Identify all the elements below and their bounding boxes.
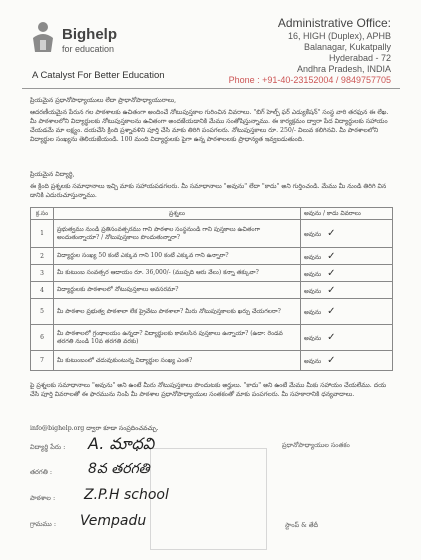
answer-text: అవును	[304, 309, 322, 316]
row-number: 6	[31, 325, 54, 351]
salutation: ప్రియమైన ప్రధానోపాధ్యాయులు లేదా ప్రాధానోపాధ్యాయురాలు,	[30, 97, 177, 104]
checkmark-icon: ✓	[327, 306, 336, 317]
bighelp-logo	[30, 20, 180, 76]
label-class: తరగతి :	[30, 468, 53, 476]
table-row	[31, 248, 393, 265]
row-answer-cell[interactable]	[301, 265, 393, 282]
table-row	[31, 282, 393, 299]
row-answer-cell[interactable]	[301, 299, 393, 325]
answer-text: అవును	[304, 231, 322, 238]
label-school: పాఠశాల :	[30, 494, 56, 502]
row-number: 4	[31, 282, 54, 299]
office-address	[221, 18, 391, 86]
brand-name: Bighelp	[62, 26, 117, 43]
table-row	[31, 351, 393, 371]
row-number: 2	[31, 248, 54, 265]
student-name-field[interactable]: A. మాధవి	[88, 434, 155, 453]
village-field[interactable]: Vempadu	[80, 513, 147, 529]
school-field[interactable]: Z.P.H school	[84, 487, 169, 503]
tagline: A Catalyst For Better Education	[32, 70, 165, 81]
checkmark-icon: ✓	[327, 228, 336, 239]
questionnaire-table	[30, 207, 393, 371]
row-number: 3	[31, 265, 54, 282]
label-village: గ్రామము :	[30, 520, 57, 528]
brand-subtitle: for education	[62, 44, 115, 54]
col-header-answer: అవును / కాదు వివరాలు	[301, 208, 393, 220]
answer-text: అవును	[304, 335, 322, 342]
col-header-question: ప్రశ్నలు	[54, 208, 301, 220]
student-greeting: ప్రియమైన విద్యార్థి,	[30, 171, 75, 178]
office-line: 16, HIGH (Duplex), APHB	[287, 31, 391, 41]
stamp-date-label: స్టాంప్ & తేదీ	[285, 522, 319, 529]
instructions-paragraph: ఈ క్రింది ప్రశ్నలకు సమాధానాలు ఇచ్చి మాకు సహాయపడగలరు. మీ సమాధానాలు "అవును" లేదా "కాదు" అని గుర్తించండి. మేము మీ నుండి తిరిగి వినడానికి ఎదురుచూస్తున్నాము.	[30, 183, 387, 199]
answer-text: అవును	[304, 270, 322, 278]
headmaster-signature-label: ప్రధానోపాధ్యాయుల సంతకం	[282, 442, 350, 449]
answer-text: అవును	[304, 287, 322, 295]
table-header-row	[31, 208, 393, 220]
checkmark-icon: ✓	[327, 250, 336, 262]
office-line: Hyderabad - 72	[328, 53, 391, 63]
row-number: 5	[31, 299, 54, 325]
logo-figure-icon	[30, 20, 56, 54]
class-field[interactable]: 8వ తరగతి	[88, 461, 150, 477]
office-line: Balanagar, Kukatpally	[303, 42, 391, 52]
row-question: మీ పాఠశాల ప్రభుత్వ పాఠశాలా లేక ప్రైవేటు పాఠశాలా? మీరు నోటుపుస్తకాలకు ఖర్చు చేయగలరా?	[54, 299, 301, 325]
row-answer-cell[interactable]	[301, 282, 393, 299]
table-row	[31, 265, 393, 282]
row-question: ప్రభుత్వము నుండి ప్రతిసంవత్సరము గాని పాఠశాల సంస్థనుండి గాని పుస్తకాలు ఉచితంగా అందుతున్నాయా? / నోటుపుస్తకాలు పొందుతున్నారా?	[54, 220, 301, 248]
intro-paragraph: ఆదరణీయమైన పేరున గల పాఠశాలకు ఉచితంగా అందించే నోటుపుస్తకాల గురించిన వివరాలు. "బిగ్ హెల్ప్ ఫర్ ఎడ్యుకేషన్" సంస్థ వారి తరఫున ఈ లేఖ. మీ పాఠశాలలోని విద్యార్థులకు నోటుపుస్తకాలను ఉచితంగా అందజేయడానికి మేము సంతోషిస్తున్నాము. ఈ కార్యక్రమం ద్వారా పేద విద్యార్థులకు సహాయం చేయడమే మా లక్ష్యం. దయచేసి క్రింది ప్రశ్నావళిని పూర్తి చేసి మాకు తిరిగి పంపగలరు. నోటుపుస్తకాలు రూ. 250/- విలువ కలిగినవి. మీ పాఠశాలలోని విద్యార్థుల సంఖ్యను తెలియజేయండి. 100 మంది విద్యార్థులకు పైగా ఉన్న పాఠశాలలకు ప్రాధాన్యత ఇవ్వబడుతుంది.	[30, 109, 389, 143]
office-line: Andhra Pradesh, INDIA	[296, 64, 391, 74]
row-question: మీ కుటుంబ సంవత్సర ఆదాయం రూ. 36,000/- (ముప్పది ఆరు వేలు) కన్నా తక్కువా?	[54, 265, 301, 282]
checkmark-icon: ✓	[327, 267, 336, 279]
row-answer-cell[interactable]	[301, 220, 393, 248]
answer-text: అవును	[304, 253, 322, 261]
closing-paragraph: పై ప్రశ్నలకు సమాధానాలు "అవును" అని ఉంటే మీరు నోటుపుస్తకాలు పొందుటకు అర్హులు. "కాదు" అని ఉంటే మేము మీకు సహాయం చేయలేము. దయచేసి పూర్తి వివరాలతో ఈ ఫారమును నింపి మీ పాఠశాల ప్రధానోపాధ్యాయుల సంతకంతో మాకు పంపగలరు. మీ సహకారానికి ధన్యవాదాలు.	[30, 382, 387, 398]
row-answer-cell[interactable]	[301, 351, 393, 371]
email-line: info@bighelp.org ద్వారా కూడా సంప్రదించవచ్చు.	[30, 425, 159, 432]
col-header-number: క్ర.సం	[31, 208, 54, 220]
checkmark-icon: ✓	[327, 332, 336, 343]
answer-text: అవును	[304, 358, 322, 365]
row-question: విద్యార్థుల సంఖ్య 50 కంటే ఎక్కువ గాని 100 కంటే ఎక్కువ గాని ఉన్నారా?	[54, 248, 301, 265]
office-phone: Phone : +91-40-23152004 / 9849757705	[228, 75, 391, 85]
checkmark-icon: ✓	[327, 355, 336, 366]
row-answer-cell[interactable]	[301, 325, 393, 351]
row-question: విద్యార్థులకు పాఠశాలలో నోటుపుస్తకాలు అవసరమా?	[54, 282, 301, 299]
header-divider	[22, 88, 400, 89]
row-number: 7	[31, 351, 54, 371]
row-answer-cell[interactable]	[301, 248, 393, 265]
table-row	[31, 325, 393, 351]
row-number: 1	[31, 220, 54, 248]
checkmark-icon: ✓	[327, 284, 336, 296]
table-row	[31, 220, 393, 248]
office-title: Administrative Office:	[277, 16, 391, 30]
row-question: మీ పాఠశాలలో గ్రంథాలయం ఉన్నదా? విద్యార్థులకు కావలసిన పుస్తకాలు ఉన్నాయా? (ఉదా: రెండవ తరగతి నుండి 10వ తరగతి వరకు)	[54, 325, 301, 351]
row-question: మీ కుటుంబంలో చదువుకుంటున్న విద్యార్థుల సంఖ్య ఎంత?	[54, 351, 301, 371]
label-student-name: విద్యార్థి పేరు :	[30, 443, 66, 451]
table-row	[31, 299, 393, 325]
